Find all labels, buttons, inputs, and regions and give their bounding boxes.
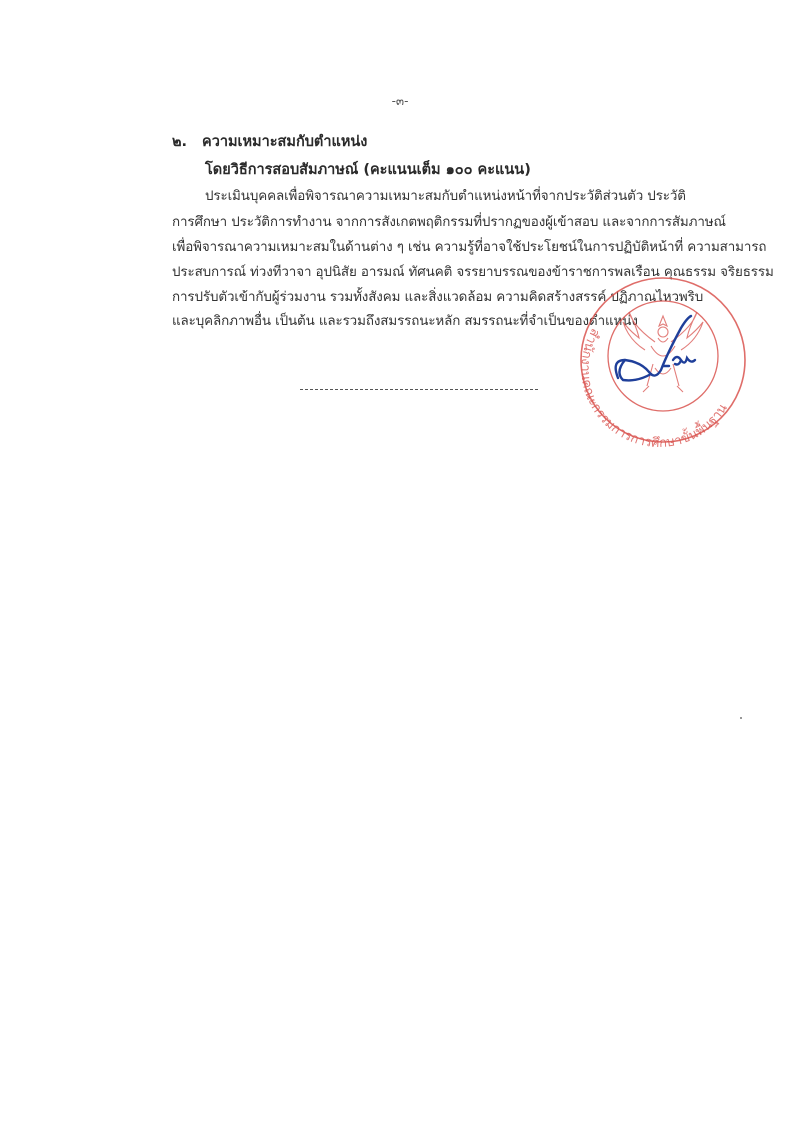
page-number: -๓- — [391, 94, 409, 108]
scan-speck — [740, 717, 742, 719]
body-line-1: ประเมินบุคคลเพื่อพิจารณาความเหมาะสมกับตำแหน่งหน้าที่จากประวัติส่วนตัว ประวัติ — [205, 189, 686, 204]
seal-text: สำนักงานคณะกรรมการการศึกษาขั้นพื้นฐาน — [577, 325, 731, 448]
official-seal — [563, 268, 753, 448]
body-line-3: เพื่อพิจารณาความเหมาะสมในด้านต่าง ๆ เช่น ความรู้ที่อาจใช้ประโยชน์ในการปฏิบัติหน้าที่ ความสามารถ — [172, 240, 767, 255]
section-heading — [172, 130, 367, 153]
seal-icon — [563, 268, 753, 448]
body-line-5: การปรับตัวเข้ากับผู้ร่วมงาน รวมทั้งสังคม และสิ่งแวดล้อม ความคิดสร้างสรรค์ ปฏิภาณไหวพริบ — [172, 290, 704, 305]
section-title: ความเหมาะสมกับตำแหน่ง — [202, 134, 368, 150]
body-line-4: ประสบการณ์ ท่วงทีวาจา อุปนิสัย อารมณ์ ทัศนคติ จรรยาบรรณของข้าราชการพลเรือน คุณธรรม จริยธรรม — [172, 265, 774, 280]
assessment-method: โดยวิธีการสอบสัมภาษณ์ (คะแนนเต็ม ๑๐๐ คะแนน) — [205, 162, 531, 178]
section-number: ๒. — [172, 134, 188, 150]
end-separator-line — [300, 389, 538, 390]
body-line-6: และบุคลิกภาพอื่น เป็นต้น และรวมถึงสมรรถนะหลัก สมรรถนะที่จำเป็นของตำแหน่ง — [172, 314, 638, 329]
body-line-2: การศึกษา ประวัติการทำงาน จากการสังเกตพฤติกรรมที่ปรากฏของผู้เข้าสอบ และจากการสัมภาษณ์ — [172, 215, 726, 230]
